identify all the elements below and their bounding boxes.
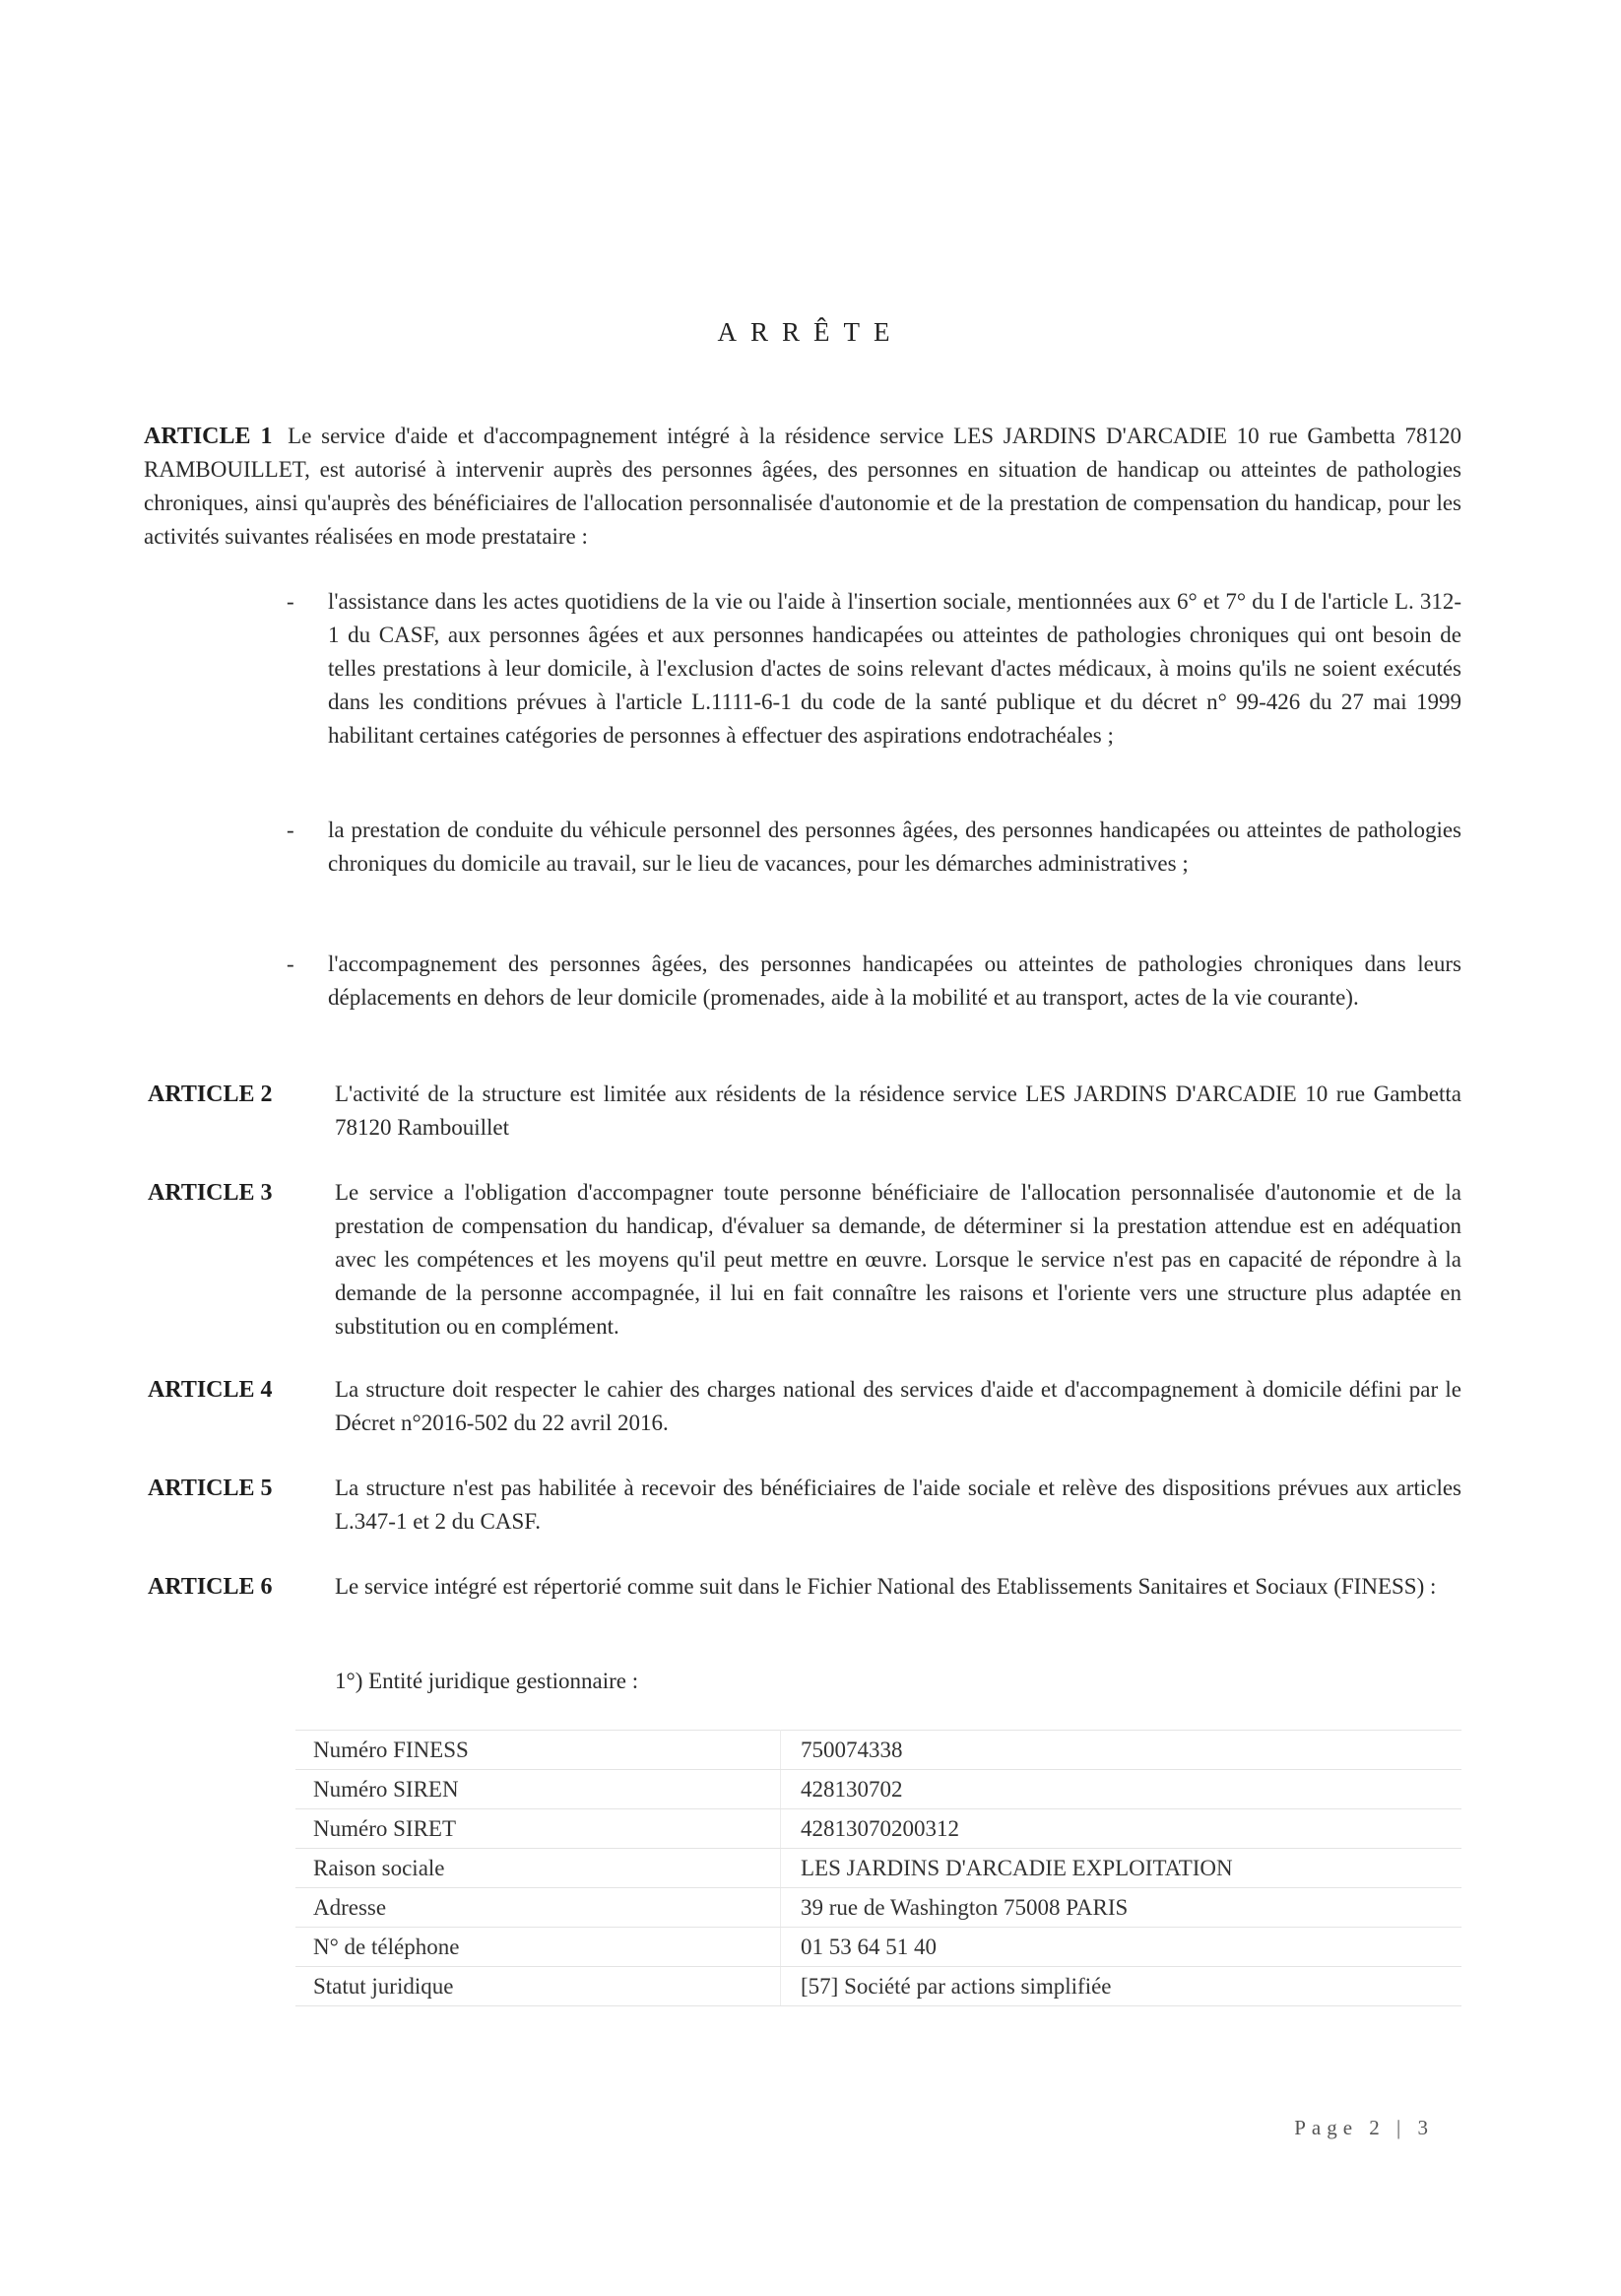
table-row bbox=[295, 1849, 1461, 1888]
page-number: Page 2 | 3 bbox=[1294, 2116, 1434, 2139]
finess-subheading: 1°) Entité juridique gestionnaire : bbox=[335, 1669, 639, 1693]
table-value: 428130702 bbox=[781, 1770, 1462, 1809]
list-item bbox=[287, 814, 1461, 881]
list-item bbox=[287, 585, 1461, 753]
table-value: [57] Société par actions simplifiée bbox=[781, 1967, 1462, 2006]
table-key: Numéro FINESS bbox=[295, 1731, 781, 1770]
table-value: 01 53 64 51 40 bbox=[781, 1928, 1462, 1967]
article-4-text: La structure doit respecter le cahier des charges national des services d'aide et d'accompagnement à domicile défini par le Décret n°2016-502 du 22 avril 2016. bbox=[335, 1377, 1461, 1435]
article-2-text: L'activité de la structure est limitée aux résidents de la résidence service LES JARDINS D'ARCADIE 10 rue Gambetta 78120 Rambouillet bbox=[335, 1082, 1461, 1140]
table-row bbox=[295, 1770, 1461, 1809]
table-key: Numéro SIRET bbox=[295, 1809, 781, 1849]
table-key: Numéro SIREN bbox=[295, 1770, 781, 1809]
article-6-label: ARTICLE 6 bbox=[148, 1574, 273, 1600]
table-key: Raison sociale bbox=[295, 1849, 781, 1888]
article-1-bullet-list-2 bbox=[287, 814, 1461, 881]
page-title: ARRÊTE bbox=[717, 317, 904, 347]
table-row bbox=[295, 1967, 1461, 2006]
article-5-label: ARTICLE 5 bbox=[148, 1476, 273, 1501]
table-value: LES JARDINS D'ARCADIE EXPLOITATION bbox=[781, 1849, 1462, 1888]
article-6-text: Le service intégré est répertorié comme suit dans le Fichier National des Etablissements Sanitaires et Sociaux (FINESS) : bbox=[335, 1574, 1437, 1599]
article-1-bullet-list-1 bbox=[287, 585, 1461, 753]
table-value: 39 rue de Washington 75008 PARIS bbox=[781, 1888, 1462, 1928]
article-1-text: Le service d'aide et d'accompagnement intégré à la résidence service LES JARDINS D'ARCADIE 10 rue Gambetta 78120 RAMBOUILLET, est autorisé à intervenir auprès des personnes âgées, des personnes en situation de handicap ou atteintes de pathologies chroniques, ainsi qu'auprès des bénéficiaires de l'allocation personnalisée d'autonomie et de la prestation de compensation du handicap, pour les activités suivantes réalisées en mode prestataire : bbox=[144, 424, 1462, 549]
article-1-bullet-list-3 bbox=[287, 948, 1461, 1015]
article-2-label: ARTICLE 2 bbox=[148, 1082, 273, 1107]
dash-bullet-icon: - bbox=[287, 589, 294, 614]
dash-bullet-icon: - bbox=[287, 818, 294, 842]
table-value: 750074338 bbox=[781, 1731, 1462, 1770]
article-3-label: ARTICLE 3 bbox=[148, 1180, 273, 1206]
table-row bbox=[295, 1928, 1461, 1967]
table-value: 42813070200312 bbox=[781, 1809, 1462, 1849]
article-1-label: ARTICLE 1 bbox=[144, 424, 273, 449]
bullet-text: l'accompagnement des personnes âgées, des personnes handicapées ou atteintes de pathologies chroniques dans leurs déplacements en dehors de leur domicile (promenades, aide à la mobilité et au transport, actes de la vie courante). bbox=[328, 951, 1461, 1010]
article-4-label: ARTICLE 4 bbox=[148, 1377, 273, 1403]
article-3-text: Le service a l'obligation d'accompagner toute personne bénéficiaire de l'allocation personnalisée d'autonomie et de la prestation de compensation du handicap, d'évaluer sa demande, de déterminer si la prestation attendue est en adéquation avec les compétences et les moyens qu'il peut mettre en œuvre. Lorsque le service n'est pas en capacité de répondre à la demande de la personne accompagnée, il lui en fait connaître les raisons et l'oriente vers une structure plus adaptée en substitution ou en complément. bbox=[335, 1180, 1461, 1339]
table-key: Adresse bbox=[295, 1888, 781, 1928]
article-1 bbox=[144, 420, 1461, 554]
dash-bullet-icon: - bbox=[287, 951, 294, 976]
table-key: Statut juridique bbox=[295, 1967, 781, 2006]
article-5-text: La structure n'est pas habilitée à recevoir des bénéficiaires de l'aide sociale et relève des dispositions prévues aux articles L.347-1 et 2 du CASF. bbox=[335, 1476, 1461, 1534]
table-row bbox=[295, 1809, 1461, 1849]
bullet-text: l'assistance dans les actes quotidiens de la vie ou l'aide à l'insertion sociale, mentionnées aux 6° et 7° du I de l'article L. 312-1 du CASF, aux personnes âgées et aux personnes handicapées ou atteintes de pathologies chroniques qui ont besoin de telles prestations à leur domicile, à l'exclusion d'actes de soins relevant d'actes médicaux, à moins qu'ils ne soient exécutés dans les conditions prévues à l'article L.1111-6-1 du code de la santé publique et du décret n° 99-426 du 27 mai 1999 habilitant certaines catégories de personnes à effectuer des aspirations endotrachéales ; bbox=[328, 589, 1461, 748]
table-row bbox=[295, 1888, 1461, 1928]
list-item bbox=[287, 948, 1461, 1015]
table-key: N° de téléphone bbox=[295, 1928, 781, 1967]
finess-table bbox=[295, 1730, 1461, 2006]
table-row bbox=[295, 1731, 1461, 1770]
bullet-text: la prestation de conduite du véhicule personnel des personnes âgées, des personnes handicapées ou atteintes de pathologies chroniques du domicile au travail, sur le lieu de vacances, pour les démarches administratives ; bbox=[328, 818, 1461, 876]
